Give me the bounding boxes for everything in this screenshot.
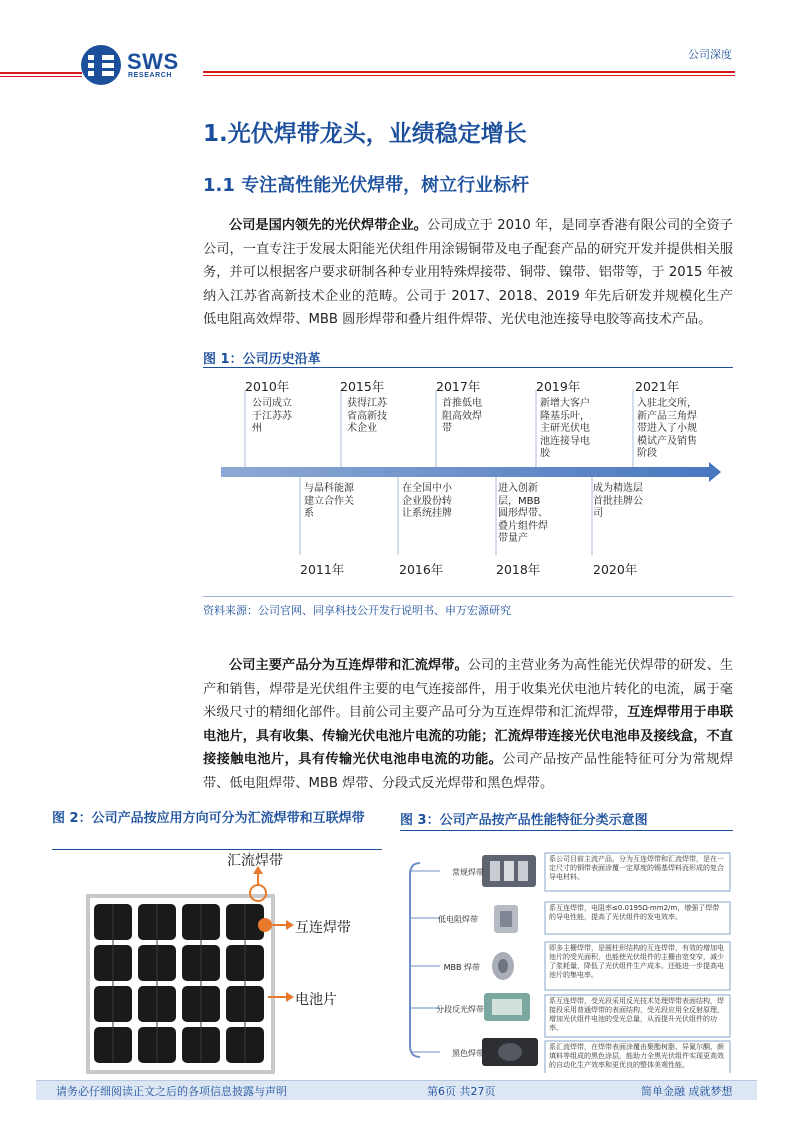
timeline-arrow — [221, 467, 711, 477]
cell-grid — [94, 904, 264, 1063]
product-name: 黑色焊带 — [452, 1049, 484, 1058]
section-title: 1.光伏焊带龙头，业绩稳定增长 — [203, 121, 527, 147]
paragraph-body: 公司成立于 2010 年，是同享香港有限公司的全资子公司，一直专注于发展太阳能光伏组件用涂锡铜带及电子配套产品的研究开发并提供相关服务，并可以根据客户要求研制各种专业用特殊焊接带、铜带、镍带、铝带等，于 2015 年被纳入江苏省高新技术企业的范畴。公司于 2017、2018、2019 年先后研发并规模化生产低电阻高效焊带、MBB 圆形焊带和叠片组件焊带、光伏电池连接导电胶等高技术产品。 — [203, 218, 733, 327]
product-description: 系互连焊带，受光段采用反光技术处理焊带表面结构，焊接段采用普通焊带的表面结构，受光段应用全反射原理，增加光伏组件电池的受光总量，从而提升光伏组件的功率。 — [549, 997, 724, 1032]
timeline-event: 获得江苏省高新技术企业 — [347, 398, 387, 434]
product-description: 系公司目前主流产品，分为互连焊带和汇流焊带，是在一定尺寸的铜带表面涂覆一定厚度的锡基焊料而形成的复合导电材料。 — [549, 855, 724, 881]
product-description: 系汇流焊带，在焊带表面涂覆由聚酯树脂、异氰尔酮、颜填料等组成的黑色涂层，能助力全黑光伏组件实现更高效的自动化生产效率和更优良的整体美观性能。 — [549, 1043, 724, 1069]
timeline-event: 进入创新层，MBB圆形焊带、叠片组件焊带量产 — [498, 483, 548, 544]
timeline-event: 新增大客户隆基乐叶，主研光伏电池连接导电胶 — [540, 398, 590, 459]
product-thumbnails — [482, 855, 538, 1066]
category-bracket — [410, 863, 420, 1057]
inter-ribbon-marker — [258, 918, 272, 932]
sws-logo-icon — [80, 44, 122, 86]
paragraph-body: 公司产品按产品性能特征可分为常规焊带、低电阻焊带、MBB 焊带、分段式反光焊带和黑色焊带。 — [203, 752, 734, 791]
timeline-year: 2020年 — [593, 562, 638, 577]
timeline-year: 2017年 — [436, 379, 481, 394]
disclaimer-link[interactable]: 请务必仔细阅读正文之后的各项信息披露与声明 — [56, 1085, 287, 1098]
figure1-source: 资料来源：公司官网、同享科技公开发行说明书、申万宏源研究 — [203, 604, 511, 617]
subsection-title: 1.1 专注高性能光伏焊带，树立行业标杆 — [203, 175, 530, 196]
figure-rule — [400, 830, 733, 831]
header-rule — [203, 71, 735, 73]
inter-ribbon-label: 互连焊带 — [295, 920, 351, 936]
bus-ribbon-label: 汇流焊带 — [227, 853, 283, 869]
timeline-event: 成为精选层首批挂牌公司 — [593, 483, 643, 519]
products-paragraph — [203, 654, 733, 795]
footer-slogan: 简单金融 成就梦想 — [641, 1085, 733, 1098]
figure-rule — [203, 367, 733, 368]
figure-rule — [52, 849, 382, 850]
figure1-title: 图 1：公司历史沿革 — [203, 352, 321, 367]
paragraph-emphasis: 互连焊带用于串联电池片，具有收集、传输光伏电池片电流的功能；汇流焊带连接光伏电池串及接线盒，不直接接触电池片，具有传输光伏电池串电流的功能。 — [203, 705, 734, 767]
timeline-year: 2016年 — [399, 562, 444, 577]
product-description: 系互连焊带，电阻率≤0.0195Ω·mm2/m，增强了焊带的导电性能，提高了光伏组件的发电效率。 — [549, 904, 720, 921]
timeline-year: 2018年 — [496, 562, 541, 577]
page-number: 第6页 共27页 — [427, 1085, 496, 1098]
paragraph-lead: 公司是国内领先的光伏焊带企业。 — [229, 218, 428, 233]
product-name: 分段反光焊带 — [436, 1005, 484, 1014]
figure3-title: 图 3：公司产品按产品性能特征分类示意图 — [400, 813, 648, 828]
timeline-event: 在全国中小企业股份转让系统挂牌 — [402, 483, 452, 519]
intro-paragraph — [203, 214, 733, 332]
header-rule — [203, 75, 735, 76]
timeline-event: 首推低电阻高效焊带 — [442, 398, 482, 434]
timeline-arrowhead — [709, 462, 721, 482]
figure2-title: 图 2：公司产品按应用方向可分为汇流焊带和互联焊带 — [52, 811, 365, 826]
logo-text: SWS — [127, 49, 179, 74]
product-description: 即多主栅焊带，是圆柱形结构的互连焊带，有效的增加电池片的受光面积，也能使光伏组件的主栅由宽变窄，减少了浆耗量，降低了光伏组件生产成本。还能进一步提高电池片的集电率。 — [549, 944, 724, 979]
timeline-event: 与晶科能源建立合作关系 — [304, 483, 354, 519]
product-name: 常规焊带 — [452, 868, 484, 877]
bus-ribbon-marker — [250, 885, 266, 901]
header-rule — [0, 72, 82, 74]
figure-rule — [203, 596, 733, 597]
solar-panel-diagram — [52, 852, 384, 1077]
timeline-event: 公司成立于江苏苏州 — [252, 398, 292, 434]
cell-label: 电池片 — [295, 992, 337, 1008]
timeline-year: 2021年 — [635, 379, 680, 394]
product-name: 低电阻焊带 — [438, 915, 478, 924]
paragraph-lead: 公司主要产品分为互连焊带和汇流焊带。 — [229, 658, 468, 673]
logo-subtext: RESEARCH — [128, 72, 173, 79]
product-name: MBB 焊带 — [443, 963, 480, 972]
timeline-year: 2019年 — [536, 379, 581, 394]
timeline-year: 2011年 — [300, 562, 345, 577]
report-type-label: 公司深度 — [688, 48, 732, 61]
timeline-year: 2015年 — [340, 379, 385, 394]
header-rule — [0, 76, 82, 77]
paragraph-body: 公司的主营业务为高性能光伏焊带的研发、生产和销售，焊带是光伏组件主要的电气连接部件，用于收集光伏电池片转化的电流，属于毫米级尺寸的精细化部件。目前公司主要产品可分为互连焊带和汇流焊带， — [203, 658, 734, 720]
timeline-year: 2010年 — [245, 379, 290, 394]
timeline-event: 入驻北交所，新产品三角焊带进入了小规模试产及销售阶段 — [637, 398, 697, 459]
